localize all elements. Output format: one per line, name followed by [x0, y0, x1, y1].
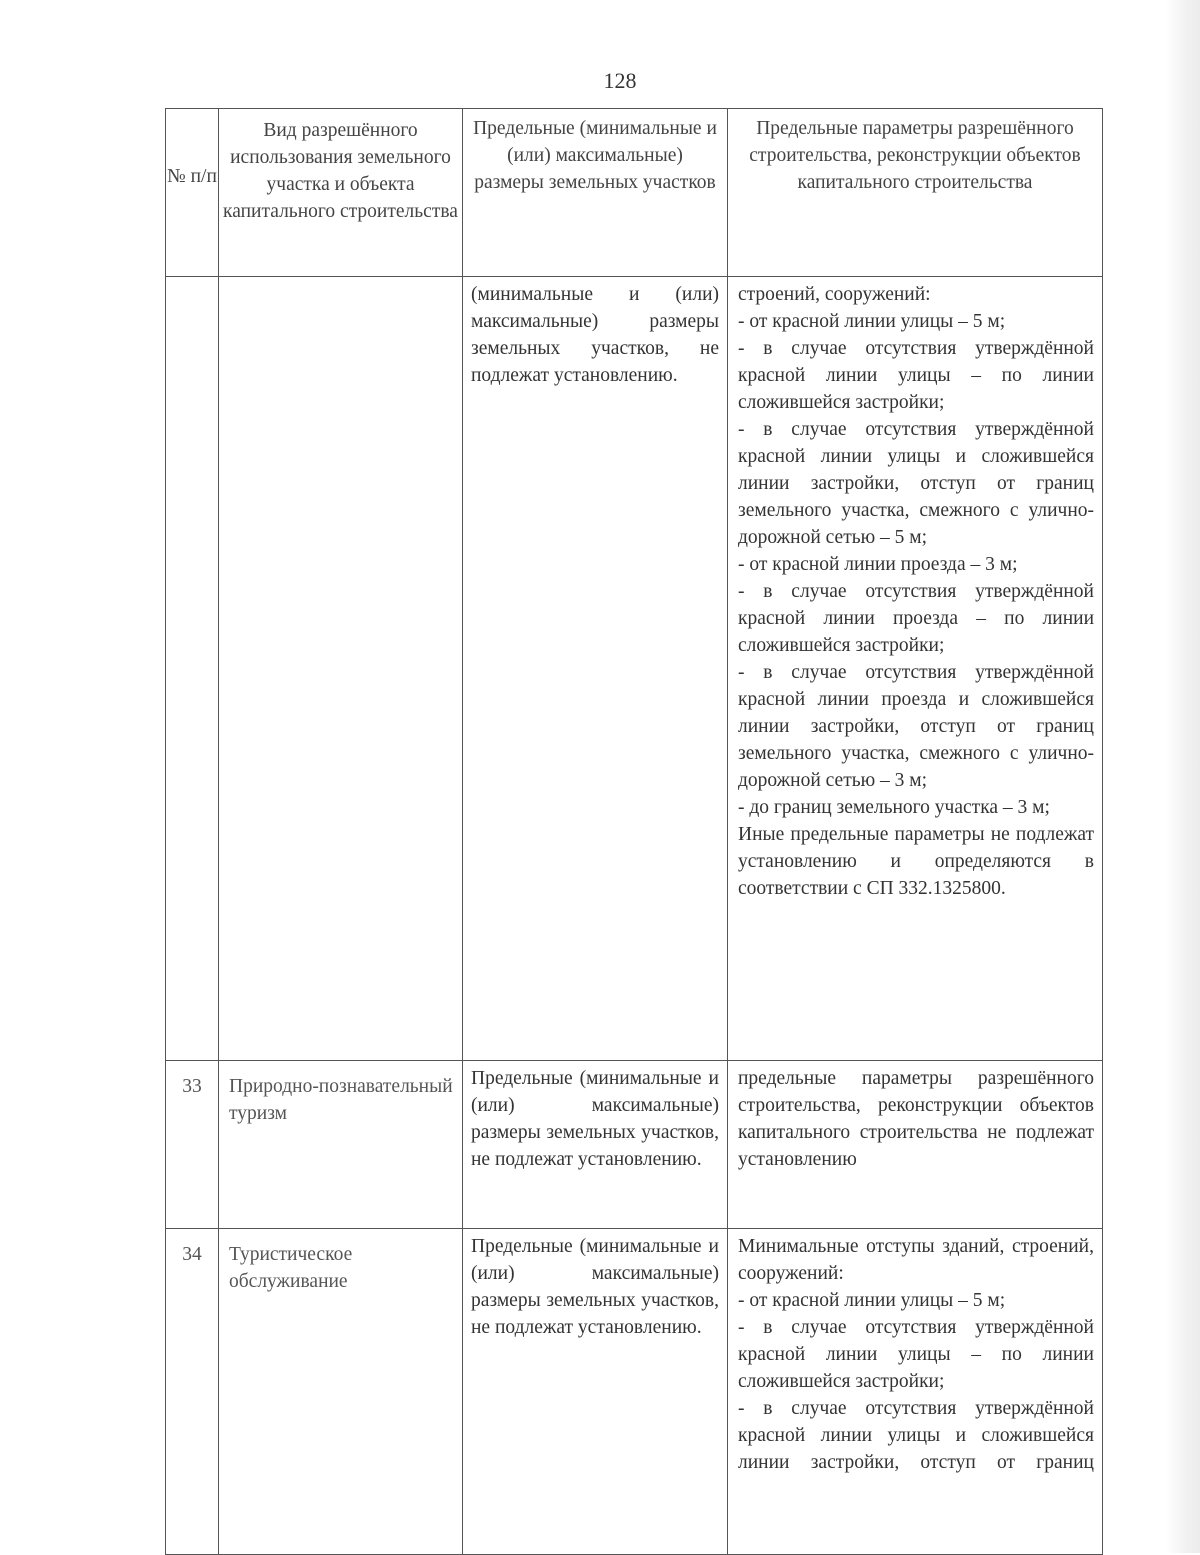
param-line: Иные предельные параметры не подлежат установлению и определяются в соответствии с СП 332.1325800. — [738, 824, 1094, 899]
row-type: Природно-познавательный туризм — [229, 1076, 453, 1124]
row-params — [728, 277, 1102, 902]
param-line: - от красной линии проезда – 3 м; — [738, 554, 1018, 575]
table-row — [166, 1229, 1103, 1555]
param-line: - в случае отсутствия утверждённой красной линии проезда и сложившейся линии застройки, отступ от границ земельного участка, смежного с улично-дорожной сетью – 3 м; — [738, 662, 1094, 791]
row-num-cell — [166, 1229, 219, 1555]
row-params — [728, 1061, 1102, 1173]
row-type: Туристическое обслуживание — [229, 1244, 353, 1292]
param-line: - до границ земельного участка – 3 м; — [738, 797, 1050, 818]
row-size-cell — [463, 1061, 728, 1229]
row-num-cell — [166, 1061, 219, 1229]
row-num: 34 — [182, 1244, 202, 1265]
row-params-cell — [728, 1061, 1103, 1229]
param-line: - от красной линии улицы – 5 м; — [738, 311, 1006, 332]
row-num: 33 — [182, 1076, 202, 1097]
header-cell-type — [219, 109, 463, 277]
param-line: - в случае отсутствия утверждённой красной линии улицы и сложившейся линии застройки, отступ от границ земельного участка, смежного с улично-дорожной сетью – 5 м; — [738, 419, 1094, 548]
row-size: Предельные (минимальные и (или) максимальные) размеры земельных участков, не подлежат установлению. — [471, 1236, 719, 1338]
header-cell-params — [728, 109, 1103, 277]
row-size: (минимальные и (или) максимальные) размеры земельных участков, не подлежат установлению. — [471, 284, 719, 386]
param-line: строений, сооружений: — [738, 284, 931, 305]
table-header-row — [166, 109, 1103, 277]
param-line: Минимальные отступы зданий, строений, сооружений: — [738, 1236, 1094, 1284]
param-line: - в случае отсутствия утверждённой красной линии улицы – по линии сложившейся застройки; — [738, 338, 1094, 413]
regulations-table — [165, 108, 1103, 1555]
table-row — [166, 277, 1103, 1061]
row-size: Предельные (минимальные и (или) максимальные) размеры земельных участков, не подлежат установлению. — [471, 1068, 719, 1170]
row-type-cell — [219, 1229, 463, 1555]
page-number: 128 — [603, 68, 637, 93]
row-params-cell — [728, 277, 1103, 1061]
header-cell-num — [166, 109, 219, 277]
row-type-cell — [219, 277, 463, 1061]
header-cell-size — [463, 109, 728, 277]
row-params-cell — [728, 1229, 1103, 1555]
header-type: Вид разрешённого использования земельного участка и объекта капитального строительства — [223, 120, 458, 222]
param-line: предельные параметры разрешённого строительства, реконструкции объектов капитального строительства не подлежат установлению — [738, 1068, 1094, 1170]
row-type-cell — [219, 1061, 463, 1229]
page-edge-shadow — [1166, 0, 1200, 1553]
param-line: - от красной линии улицы – 5 м; — [738, 1290, 1006, 1311]
table-row — [166, 1061, 1103, 1229]
param-line: - в случае отсутствия утверждённой красной линии проезда – по линии сложившейся застройки; — [738, 581, 1094, 656]
header-size: Предельные (минимальные и (или) максимальные) размеры земельных участков — [473, 118, 717, 193]
param-line: - в случае отсутствия утверждённой красной линии улицы – по линии сложившейся застройки; — [738, 1317, 1094, 1392]
header-params: Предельные параметры разрешённого строительства, реконструкции объектов капитального строительства — [749, 118, 1081, 193]
row-type — [219, 277, 462, 289]
param-line: - в случае отсутствия утверждённой красной линии улицы и сложившейся линии застройки, отступ от границ — [738, 1398, 1094, 1473]
header-num: № п/п — [167, 166, 217, 187]
row-size-cell — [463, 277, 728, 1061]
row-size-cell — [463, 1229, 728, 1555]
row-num — [166, 277, 218, 289]
row-num-cell — [166, 277, 219, 1061]
row-params — [728, 1229, 1102, 1476]
